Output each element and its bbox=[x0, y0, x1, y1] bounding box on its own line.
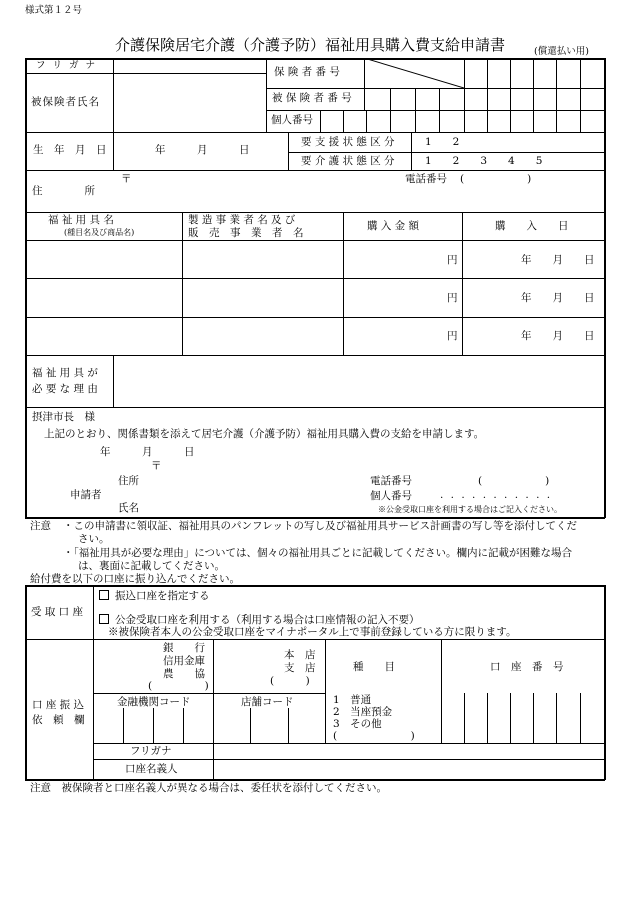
receiving-label: 受 取 口 座 bbox=[31, 606, 84, 618]
row3-date: 年 月 日 bbox=[521, 330, 595, 342]
option-public-label: 公金受取口座を利用する（利用する場合は口座情報の記入不要） bbox=[115, 614, 420, 626]
care-level-label: 要 介 護 状 態 区 分 bbox=[301, 155, 395, 167]
col-maker-1: 製 造 事 業 者 名 及 び bbox=[188, 214, 296, 226]
application-date: 年 月 日 bbox=[100, 446, 195, 458]
footer-note: 注意 被保険者と口座名義人が異なる場合は、委任状を添付してください。 bbox=[30, 782, 387, 794]
account-type-label: 種 目 bbox=[353, 661, 395, 673]
row1-date: 年 月 日 bbox=[521, 254, 595, 266]
row3-yen: 円 bbox=[447, 330, 458, 342]
furigana-label: フ リ ガ ナ bbox=[36, 60, 98, 71]
notes-label: 注意 bbox=[30, 520, 51, 532]
applicant-name-label: 氏名 bbox=[118, 502, 139, 514]
option-public-checkbox[interactable] bbox=[99, 614, 109, 624]
phone-paren: ( ) bbox=[460, 173, 532, 185]
personal-number-label: 個人番号 bbox=[271, 114, 313, 126]
insured-number-label: 被 保 険 者 番 号 bbox=[272, 92, 352, 104]
account-type-1: 1 普通 bbox=[333, 694, 372, 706]
bank-paren: ( ) bbox=[148, 680, 209, 692]
care-level-values: 1 2 3 4 5 bbox=[425, 155, 543, 167]
option-public-note: ※被保険者本人の公金受取口座をマイナポータル上で事前登録している方に限ります。 bbox=[108, 626, 517, 638]
insured-name-label: 被保険者氏名 bbox=[31, 96, 100, 108]
holder-label: 口座名義人 bbox=[125, 763, 178, 775]
applicant-personal-number-dots: . . . . . . . . . . . bbox=[440, 489, 553, 501]
row2-yen: 円 bbox=[447, 292, 458, 304]
bank-type-3: 農 協 bbox=[163, 668, 205, 680]
applicant-phone-label: 電話番号 bbox=[370, 475, 412, 487]
branch-paren: ( ) bbox=[270, 675, 310, 687]
support-level-label: 要 支 援 状 態 区 分 bbox=[301, 136, 395, 148]
note1-line2: さい。 bbox=[78, 533, 110, 545]
applicant-personal-number-label: 個人番号 bbox=[370, 490, 412, 502]
bank-type-1: 銀 行 bbox=[163, 642, 205, 654]
birth-date-format: 年 月 日 bbox=[155, 144, 250, 156]
applicant-postal-mark: 〒 bbox=[151, 460, 162, 472]
account-type-3: 3 その他 bbox=[333, 718, 382, 730]
applicant-phone-paren: ( ) bbox=[478, 475, 550, 487]
birth-date-label: 生 年 月 日 bbox=[33, 144, 107, 156]
applicant-address-label: 住所 bbox=[118, 475, 139, 487]
account-type-paren: ( ) bbox=[333, 730, 415, 742]
col-item-name-sub: (種目名及び商品名) bbox=[64, 228, 135, 237]
bank-code-label: 金融機関コード bbox=[117, 696, 191, 708]
public-account-note: ※公金受取口座を利用する場合はご記入ください。 bbox=[378, 505, 562, 514]
col-item-name: 福 祉 用 具 名 bbox=[48, 214, 114, 226]
form-number: 様式第１２号 bbox=[25, 5, 83, 16]
holder-furigana-label: フリガナ bbox=[130, 745, 172, 757]
address-postal-mark: 〒 bbox=[121, 173, 132, 185]
payment-intro: 給付費を以下の口座に振り込んでください。 bbox=[30, 573, 240, 585]
page-title: 介護保険居宅介護（介護予防）福祉用具購入費支給申請書 bbox=[115, 36, 506, 54]
col-maker-2: 販 売 事 業 者 名 bbox=[188, 227, 304, 239]
account-type-2: 2 当座預金 bbox=[333, 706, 393, 718]
addressee: 摂津市長 様 bbox=[32, 411, 95, 423]
bank-request-label-2: 依 頼 欄 bbox=[32, 714, 85, 726]
reason-label-1: 福 祉 用 具 が bbox=[32, 367, 98, 379]
address-label: 住 所 bbox=[32, 185, 95, 197]
reason-label-2: 必 要 な 理 由 bbox=[32, 383, 98, 395]
application-statement: 上記のとおり、関係書類を添えて居宅介護（介護予防）福祉用具購入費の支給を申請します。 bbox=[44, 428, 485, 440]
note2-line1: ・「福祉用具が必要な理由」については、個々の福祉用具ごとに記載してください。欄内に記載が困難な場合 bbox=[63, 547, 573, 559]
row1-yen: 円 bbox=[447, 254, 458, 266]
branch-type-1: 本 店 bbox=[284, 649, 316, 661]
option-public-account bbox=[99, 614, 420, 626]
col-purchase-date: 購 入 日 bbox=[495, 220, 569, 232]
row2-date: 年 月 日 bbox=[521, 292, 595, 304]
option-transfer-account bbox=[99, 590, 210, 602]
account-number-label: 口 座 番 号 bbox=[490, 661, 564, 673]
branch-code-label: 店舗コード bbox=[241, 696, 294, 708]
option-transfer-label: 振込口座を指定する bbox=[115, 590, 210, 602]
support-level-values: 1 2 bbox=[425, 136, 460, 148]
branch-type-2: 支 店 bbox=[284, 662, 316, 674]
phone-label: 電話番号 bbox=[405, 173, 447, 185]
insurer-diagonal bbox=[364, 58, 464, 88]
bank-type-2: 信用金庫 bbox=[163, 655, 205, 667]
bank-request-label-1: 口 座 振 込 bbox=[32, 699, 85, 711]
note2-line2: は、裏面に記載してください。 bbox=[78, 560, 225, 572]
note1-line1: ・この申請書に領収証、福祉用具のパンフレットの写し及び福祉用具サービス計画書の写し等を添付してくだ bbox=[63, 520, 577, 532]
option-transfer-checkbox[interactable] bbox=[99, 590, 109, 600]
col-amount: 購 入 金 額 bbox=[367, 220, 420, 232]
insurer-number-label: 保 険 者 番 号 bbox=[274, 66, 340, 78]
applicant-label: 申請者 bbox=[70, 489, 102, 501]
page-subtitle: (償還払い用) bbox=[534, 46, 589, 57]
